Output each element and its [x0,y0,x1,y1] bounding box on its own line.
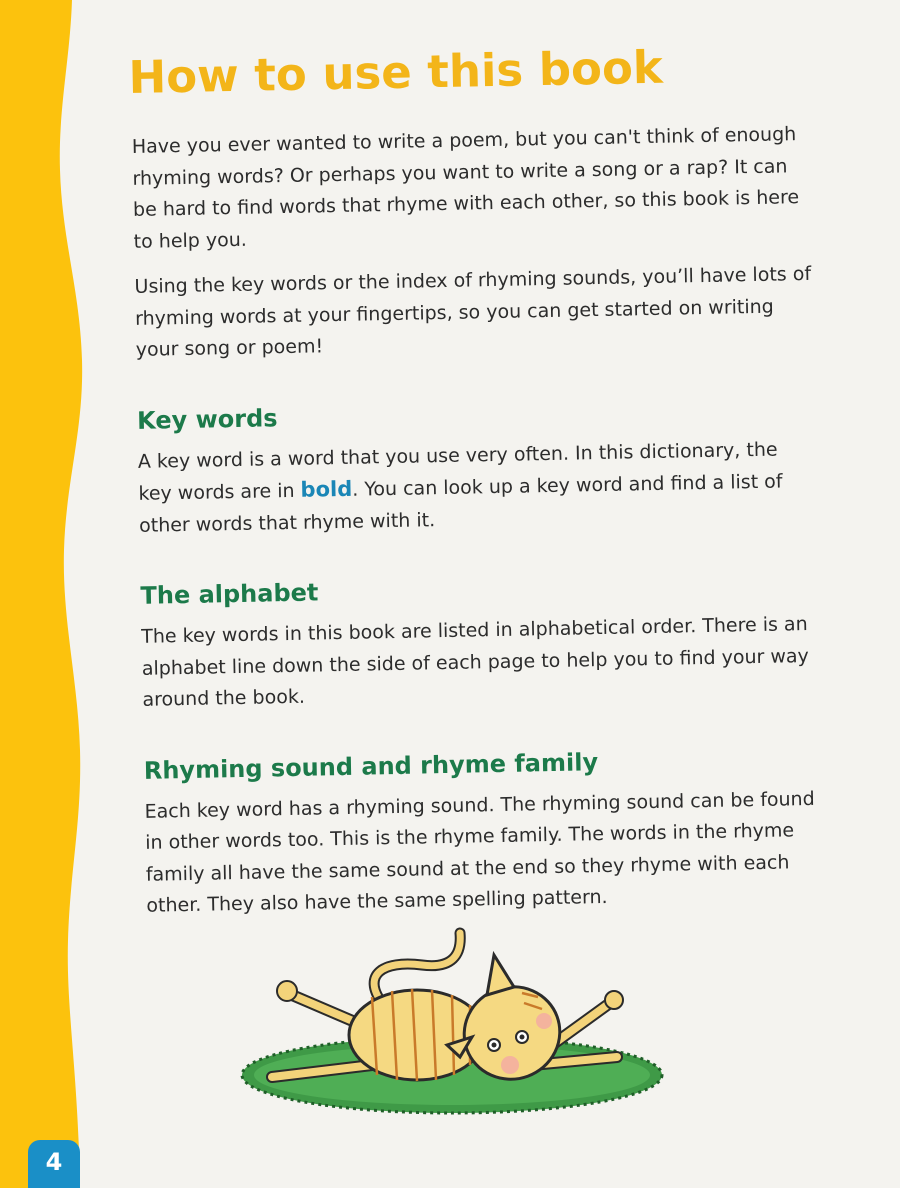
alphabet-heading: The alphabet [140,578,319,610]
key-words-heading: Key words [136,403,278,435]
cat-on-rug-illustration [232,925,682,1130]
intro-paragraph-2: Using the key words or the index of rhyming sounds, you’ll have lots of rhyming words at your fingertips, so you can get started on writing your song or poem! [134,262,812,361]
page-title: How to use this book [128,40,664,104]
bold-example-word: bold [300,476,353,502]
rhyming-paragraph: Each key word has a rhyming sound. The rhyming sound can be found in other words too. This is the rhyme family. The words in the rhyme family all have the same sound at the end so they rhyme with each other. They also have the same spelling pattern. [144,787,815,917]
key-words-paragraph [138,433,818,541]
intro-paragraph-1: Have you ever wanted to write a poem, but you can't think of enough rhyming words? Or perhaps you want to write a song or a rap? It can be hard to find words that rhyme with each other, so this book is here to help you. [131,123,800,253]
alphabet-paragraph: The key words in this book are listed in alphabetical order. There is an alphabet line down the side of each page to help you to find your way around the book. [141,613,809,711]
page-content [128,37,825,936]
key-words-text-after: . You can look up a key word and find a list of other words that rhyme with it. [138,470,783,537]
page-number: 4 [45,1148,63,1176]
rhyming-heading: Rhyming sound and rhyme family [143,747,599,785]
key-words-text-before: A key word is a word that you use very often. In this dictionary, the key words are in [137,438,778,505]
yellow-side-band [0,0,110,1188]
